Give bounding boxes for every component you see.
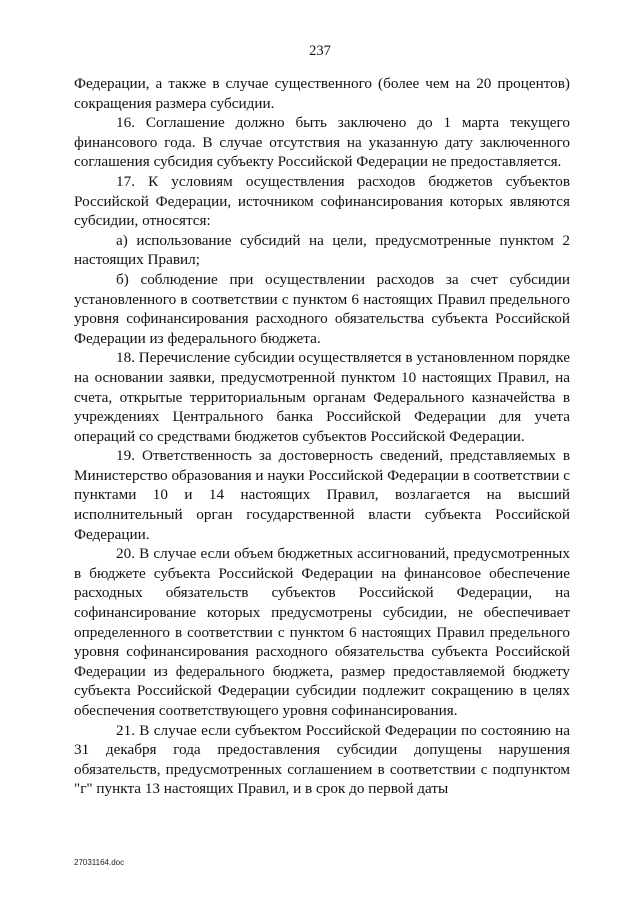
paragraph-21: 21. В случае если субъектом Российской Федерации по состоянию на 31 декабря года предоставления субсидии допущены нарушения обязательств, предусмотренных соглашением в соответствии с подпунктом "г" пункта 13 настоящих Правил, и в срок до первой даты xyxy=(74,721,570,798)
paragraph-17-b: б) соблюдение при осуществлении расходов за счет субсидии установленного в соответствии с пунктом 6 настоящих Правил предельного уровня софинансирования расходного обязательства субъекта Российской Федерации из федерального бюджета. xyxy=(74,270,570,347)
paragraph-17: 17. К условиям осуществления расходов бюджетов субъектов Российской Федерации, источником софинансирования которых являются субсидии, относятся: xyxy=(74,172,570,230)
paragraph-20: 20. В случае если объем бюджетных ассигнований, предусмотренных в бюджете субъекта Российской Федерации на финансовое обеспечение расходных обязательств субъектов Российской Федерации, на софинансирование которых предусмотрены субсидии, не обеспечивает определенного в соответствии с пунктом 6 настоящих Правил предельного уровня софинансирования расходного обязательства субъекта Российской Федерации из федерального бюджета, размер предоставляемой бюджету субъекта Российской Федерации субсидии подлежит сокращению в целях обеспечения соответствующего уровня софинансирования. xyxy=(74,545,570,719)
document-body xyxy=(74,74,570,799)
paragraph-16: 16. Соглашение должно быть заключено до 1 марта текущего финансового года. В случае отсутствия на указанную дату заключенного соглашения субсидия субъекту Российской Федерации не предоставляется. xyxy=(74,114,570,171)
paragraph-18: 18. Перечисление субсидии осуществляется в установленном порядке на основании заявки, предусмотренной пунктом 10 настоящих Правил, на счета, открытые территориальным органам Федерального казначейства в учреждениях Центрального банка Российской Федерации для учета операций со средствами бюджетов субъектов Российской Федерации. xyxy=(74,349,570,445)
paragraph-19: 19. Ответственность за достоверность сведений, представляемых в Министерство образования и науки Российской Федерации в соответствии с пунктами 10 и 14 настоящих Правил, возлагается на высший исполнительный орган государственной власти субъекта Российской Федерации. xyxy=(74,447,570,543)
paragraph-17-a: а) использование субсидий на цели, предусмотренные пунктом 2 настоящих Правил; xyxy=(74,231,570,269)
page-number: 237 xyxy=(309,43,331,59)
footer-filename: 27031164.doc xyxy=(74,858,125,867)
paragraph-continuation: Федерации, а также в случае существенного (более чем на 20 процентов) сокращения размера субсидии. xyxy=(74,75,570,112)
